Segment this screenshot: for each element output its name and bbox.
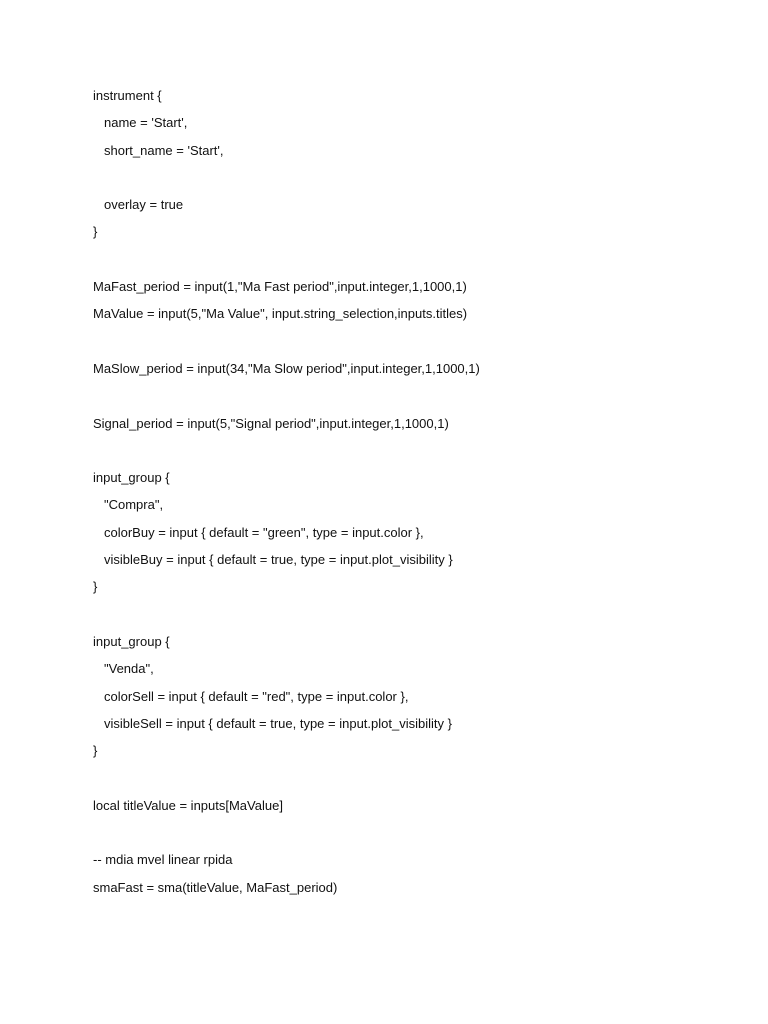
code-line: short_name = 'Start', — [104, 142, 224, 158]
blank-line — [93, 250, 733, 277]
code-line: } — [93, 224, 98, 240]
code-block — [93, 86, 733, 905]
code-line: Signal_period = input(5,"Signal period",input.integer,1,1000,1) — [93, 415, 449, 431]
blank-line — [93, 441, 733, 468]
code-line: visibleBuy = input { default = true, type = input.plot_visibility } — [104, 552, 453, 568]
code-line: input_group { — [93, 633, 170, 649]
blank-line — [93, 168, 733, 195]
code-comment-line: -- mdia mvel linear rpida — [93, 852, 233, 868]
code-line: smaFast = sma(titleValue, MaFast_period) — [93, 879, 338, 895]
code-line: MaSlow_period = input(34,"Ma Slow period",input.integer,1,1000,1) — [93, 360, 480, 376]
code-line: MaFast_period = input(1,"Ma Fast period",input.integer,1,1000,1) — [93, 279, 467, 295]
code-line: MaValue = input(5,"Ma Value", input.string_selection,inputs.titles) — [93, 306, 468, 322]
code-line: colorBuy = input { default = "green", type = input.color }, — [104, 524, 424, 540]
blank-line — [93, 823, 733, 850]
code-line: colorSell = input { default = "red", type = input.color }, — [104, 688, 409, 704]
code-line: visibleSell = input { default = true, type = input.plot_visibility } — [104, 715, 452, 731]
blank-line — [93, 386, 733, 413]
code-line: "Venda", — [104, 661, 154, 677]
code-line: instrument { — [93, 88, 162, 103]
code-line: input_group { — [93, 470, 170, 486]
code-line: local titleValue = inputs[MaValue] — [93, 797, 283, 813]
code-line: } — [93, 743, 98, 759]
code-line: overlay = true — [104, 197, 184, 213]
code-line: } — [93, 579, 98, 595]
blank-line — [93, 332, 733, 359]
blank-line — [93, 768, 733, 795]
code-line: name = 'Start', — [104, 115, 188, 131]
code-line: "Compra", — [104, 497, 164, 513]
blank-line — [93, 605, 733, 632]
